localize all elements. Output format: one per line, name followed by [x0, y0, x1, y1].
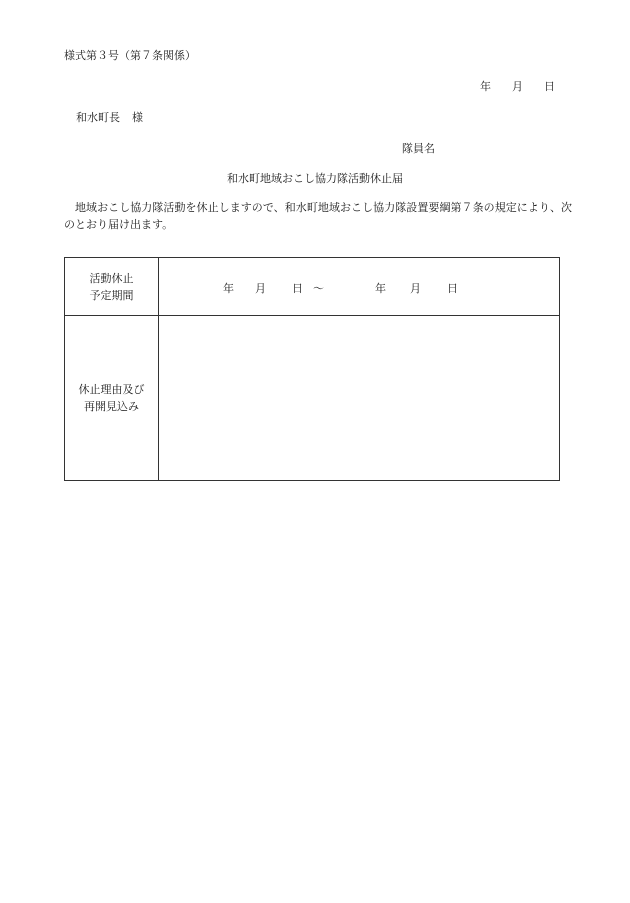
reason-row — [65, 316, 560, 481]
period-label-line1: 活動休止 — [89, 271, 134, 285]
period-separator: ～ — [313, 282, 324, 295]
addressee-name: 和水町長 — [76, 111, 120, 124]
period-label-cell — [65, 258, 159, 316]
end-month-label: 月 — [410, 282, 421, 295]
date-year-label: 年 — [480, 80, 491, 93]
date-line — [480, 78, 555, 94]
end-day-label: 日 — [447, 282, 458, 295]
body-text: 地域おこし協力隊活動を休止しますので、和水町地域おこし協力隊設置要綱第７条の規定により、次のとおり届け出ます。 — [64, 201, 572, 231]
period-row — [65, 258, 560, 316]
form-table — [64, 257, 560, 481]
addressee — [76, 109, 143, 125]
addressee-honorific: 様 — [132, 111, 143, 124]
period-value-cell[interactable] — [159, 258, 560, 316]
period-label-line2: 予定期間 — [89, 288, 134, 302]
start-month-label: 月 — [255, 282, 266, 295]
form-title: 和水町地域おこし協力隊活動休止届 — [227, 172, 403, 185]
reason-label-line1: 休止理由及び — [78, 383, 145, 397]
member-name-label: 隊員名 — [402, 142, 435, 155]
reason-value-cell[interactable] — [159, 316, 560, 481]
reason-label-line2: 再開見込み — [84, 400, 139, 414]
end-year-label: 年 — [375, 282, 386, 295]
start-year-label: 年 — [223, 282, 234, 295]
form-number: 様式第３号（第７条関係） — [64, 49, 196, 62]
reason-label-cell — [65, 316, 159, 481]
date-month-label: 月 — [512, 80, 523, 93]
date-day-label: 日 — [544, 80, 555, 93]
start-day-label: 日 — [292, 282, 303, 295]
